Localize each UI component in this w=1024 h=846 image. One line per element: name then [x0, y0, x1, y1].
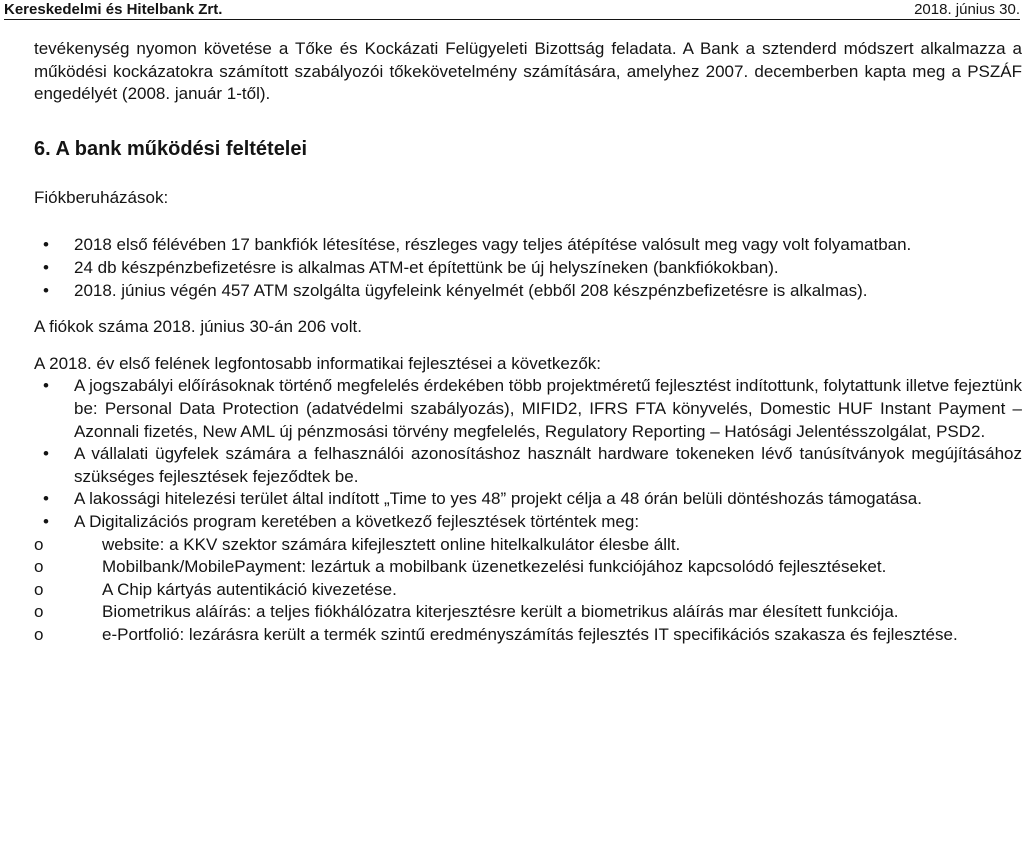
report-date: 2018. június 30.: [914, 1, 1020, 18]
it-item: [34, 511, 1022, 534]
branch-investments-label: Fiókberuházások:: [34, 187, 169, 207]
section-title: 6. A bank működési feltételei: [34, 137, 308, 160]
it-item-text: A lakossági hitelezési terület által indított „Time to yes 48” projekt célja a 48 órán belüli döntéshozás támogatása.: [74, 489, 922, 509]
it-item: [34, 375, 1022, 443]
bullet-icon: •: [43, 376, 49, 396]
branch-item: • 2018 első félévében 17 bankfiók létesítése, részleges vagy teljes átépítése valósult meg vagy volt folyamatban.: [34, 234, 1022, 257]
digital-item: o website: a KKV szektor számára kifejlesztett online hitelkalkulátor élesbe állt.: [34, 534, 1022, 557]
it-item-text: A vállalati ügyfelek számára a felhasználói azonosításhoz használt hardware tokeneken lévő tanúsítványok megújításához szükséges fejlesztések fejeződtek be.: [74, 444, 1022, 486]
it-item: [34, 443, 1022, 488]
it-item-text: A jogszabályi előírásoknak történő megfelelés érdekében több projektméretű fejlesztést indítottunk, folytattunk illetve fejeztünk be: Personal Data Protection (adatvédelmi szabályozás), MIFID2, IFRS FTA könyvelés, Domestic HUF Instant Payment – Azonnali fizetés, New AML új pénzmosási törvény megfelelés, Regulatory Reporting – Hatósági Jelentésszolgálat, PSD2.: [74, 376, 1022, 441]
digital-item: o A Chip kártyás autentikáció kivezetése.: [34, 579, 1022, 602]
bullet-icon: •: [43, 444, 49, 464]
intro-paragraph: tevékenység nyomon követése a Tőke és Kockázati Felügyeleti Bizottság feladata. A Bank a sztenderd módszert alkalmazza a működési kockázatokra számított szabályozói tőkekövetelmény számítására, amelyhez 2007. decemberben kapta meg a PSZÁF engedélyét (2008. január 1-től).: [34, 39, 1022, 104]
branch-list: [34, 234, 1022, 302]
bullet-icon: •: [43, 489, 49, 509]
page-header: [4, 0, 1020, 20]
branch-count-text: A fiókok száma 2018. június 30-án 206 volt.: [34, 317, 362, 337]
bullet-icon: •: [43, 511, 49, 531]
company-name: Kereskedelmi és Hitelbank Zrt.: [4, 1, 223, 18]
it-intro-text: A 2018. év első felének legfontosabb informatikai fejlesztései a következők:: [34, 353, 602, 373]
header-rule: [4, 19, 1020, 20]
digital-item: o Biometrikus aláírás: a teljes fiókhálózatra kiterjesztésre került a biometrikus aláírás mar élesített funkciója.: [34, 601, 1022, 624]
document-body: [34, 38, 1022, 646]
branch-item: • 2018. június végén 457 ATM szolgálta ügyfeleink kényelmét (ebből 208 készpénzbefizetésre is alkalmas).: [34, 280, 1022, 303]
it-item: [34, 488, 1022, 511]
digital-sublist: [34, 534, 1022, 647]
digital-item: o e-Portfolió: lezárásra került a termék szintű eredményszámítás fejlesztés IT specifikációs szakasza és fejlesztése.: [34, 624, 1022, 647]
it-list: [34, 375, 1022, 533]
it-item-text: A Digitalizációs program keretében a következő fejlesztések történtek meg:: [74, 511, 640, 531]
branch-item: • 24 db készpénzbefizetésre is alkalmas ATM-et építettünk be új helyszíneken (bankfiókokban).: [34, 257, 1022, 280]
digital-item: o Mobilbank/MobilePayment: lezártuk a mobilbank üzenetkezelési funkciójához kapcsolódó fejlesztéseket.: [34, 556, 1022, 579]
